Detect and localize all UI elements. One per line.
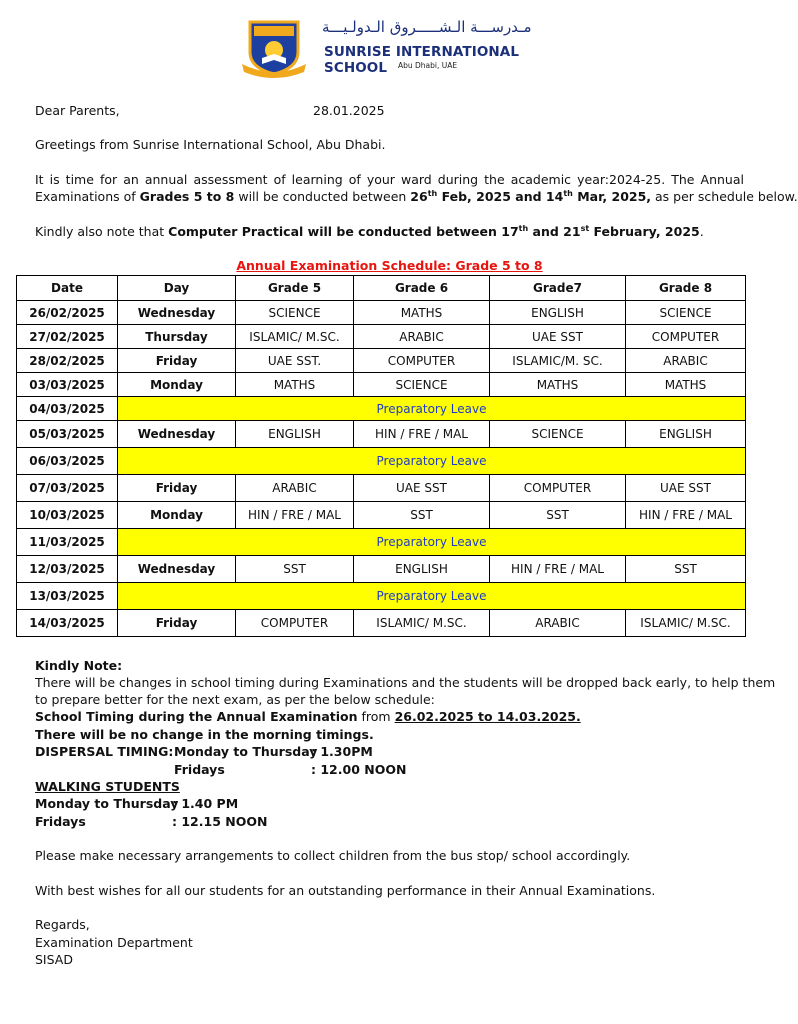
cell-date: 06/03/2025	[17, 448, 118, 475]
table-row	[17, 325, 746, 349]
dispersal-mon-thu-time: : 1.30PM	[311, 744, 373, 759]
school-city: Abu Dhabi, UAE	[398, 61, 458, 70]
cell-grade-7: HIN / FRE / MAL	[490, 556, 626, 583]
dispersal-fri: Fridays	[174, 762, 225, 777]
cell-grade-6: HIN / FRE / MAL	[354, 421, 490, 448]
intro-line-2	[35, 188, 798, 205]
table-row	[17, 397, 746, 421]
exam-schedule-table	[16, 275, 746, 637]
cell-date: 04/03/2025	[17, 397, 118, 421]
exam-timing-range: 26.02.2025 to 14.03.2025.	[394, 709, 581, 724]
cell-day: Friday	[118, 349, 236, 373]
intro-date2-rest: Mar, 2025,	[572, 189, 652, 204]
cell-preparatory-leave: Preparatory Leave	[118, 583, 746, 610]
regards: Regards,	[35, 917, 90, 932]
cell-grade-5: MATHS	[236, 373, 354, 397]
practical-prefix: Kindly also note that	[35, 224, 169, 239]
cell-preparatory-leave: Preparatory Leave	[118, 529, 746, 556]
cell-grade-6: ISLAMIC/ M.SC.	[354, 610, 490, 637]
practical-bold-1: Computer Practical will be conducted between 17	[168, 224, 519, 239]
cell-grade-6: MATHS	[354, 301, 490, 325]
header-grade-5: Grade 5	[236, 276, 354, 301]
cell-grade-5: UAE SST.	[236, 349, 354, 373]
table-row	[17, 529, 746, 556]
table-row	[17, 475, 746, 502]
cell-grade-5: ARABIC	[236, 475, 354, 502]
exam-timing-from: from	[357, 709, 395, 724]
letter-date: 28.01.2025	[313, 103, 385, 118]
cell-date: 03/03/2025	[17, 373, 118, 397]
exam-timing-line	[35, 708, 581, 725]
cell-grade-7: COMPUTER	[490, 475, 626, 502]
table-row	[17, 610, 746, 637]
cell-grade-5: HIN / FRE / MAL	[236, 502, 354, 529]
cell-date: 27/02/2025	[17, 325, 118, 349]
cell-grade-5: ISLAMIC/ M.SC.	[236, 325, 354, 349]
walking-mon-thu-time: : 1.40 PM	[172, 796, 239, 811]
cell-grade-6: UAE SST	[354, 475, 490, 502]
cell-day: Friday	[118, 475, 236, 502]
cell-day: Wednesday	[118, 301, 236, 325]
cell-grade-5: SST	[236, 556, 354, 583]
header-grade-7: Grade7	[490, 276, 626, 301]
cell-grade-8: MATHS	[626, 373, 746, 397]
header-grade-8: Grade 8	[626, 276, 746, 301]
arrangements-note: Please make necessary arrangements to collect children from the bus stop/ school accordingly.	[35, 848, 631, 863]
walking-title: WALKING STUDENTS	[35, 779, 180, 794]
cell-grade-7: ENGLISH	[490, 301, 626, 325]
cell-grade-6: ENGLISH	[354, 556, 490, 583]
intro-date1-rest: Feb, 2025 and 14	[437, 189, 564, 204]
cell-date: 11/03/2025	[17, 529, 118, 556]
intro-mid: will be conducted between	[234, 189, 411, 204]
cell-date: 26/02/2025	[17, 301, 118, 325]
school-crest-icon	[240, 18, 308, 78]
cell-grade-7: SST	[490, 502, 626, 529]
greeting: Greetings from Sunrise International School, Abu Dhabi.	[35, 137, 386, 152]
cell-day: Friday	[118, 610, 236, 637]
cell-grade-7: ARABIC	[490, 610, 626, 637]
salutation: Dear Parents,	[35, 103, 120, 118]
cell-grade-7: MATHS	[490, 373, 626, 397]
no-change-note: There will be no change in the morning timings.	[35, 727, 374, 742]
header-day: Day	[118, 276, 236, 301]
dispersal-label: DISPERSAL TIMING:	[35, 744, 174, 759]
cell-day: Thursday	[118, 325, 236, 349]
note-line-1: There will be changes in school timing during Examinations and the students will be dropped back early, to help them	[35, 675, 776, 690]
cell-date: 07/03/2025	[17, 475, 118, 502]
cell-grade-7: UAE SST	[490, 325, 626, 349]
cell-grade-8: ENGLISH	[626, 421, 746, 448]
practical-bold-3: February, 2025	[589, 224, 700, 239]
school-logo	[236, 16, 536, 80]
school-name-arabic: مـدرســـة الـشـــــروق الـدولـيـــة	[322, 18, 532, 36]
dispersal-mon-thu: Monday to Thursday	[174, 744, 318, 759]
cell-day: Monday	[118, 502, 236, 529]
intro-date1-sup: th	[427, 188, 438, 198]
intro-line-1: It is time for an annual assessment of learning of your ward during the academic year:2024-25. The Annual	[35, 172, 744, 187]
practical-sup-2: st	[580, 223, 590, 233]
cell-grade-5: COMPUTER	[236, 610, 354, 637]
walking-mon-thu: Monday to Thursday	[35, 796, 179, 811]
cell-grade-7: SCIENCE	[490, 421, 626, 448]
cell-preparatory-leave: Preparatory Leave	[118, 397, 746, 421]
cell-date: 14/03/2025	[17, 610, 118, 637]
cell-grade-5: SCIENCE	[236, 301, 354, 325]
cell-date: 13/03/2025	[17, 583, 118, 610]
cell-grade-6: COMPUTER	[354, 349, 490, 373]
cell-grade-8: ARABIC	[626, 349, 746, 373]
cell-date: 28/02/2025	[17, 349, 118, 373]
header-date: Date	[17, 276, 118, 301]
cell-day: Wednesday	[118, 421, 236, 448]
practical-note	[35, 223, 704, 240]
cell-grade-6: ARABIC	[354, 325, 490, 349]
intro-suffix: as per schedule below.	[651, 189, 798, 204]
table-row	[17, 349, 746, 373]
cell-grade-7: ISLAMIC/M. SC.	[490, 349, 626, 373]
table-row	[17, 502, 746, 529]
cell-preparatory-leave: Preparatory Leave	[118, 448, 746, 475]
cell-grade-6: SCIENCE	[354, 373, 490, 397]
table-row	[17, 556, 746, 583]
department: Examination Department	[35, 935, 193, 950]
walking-fri: Fridays	[35, 814, 86, 829]
department-abbr: SISAD	[35, 952, 73, 967]
intro-prefix: Examinations of	[35, 189, 140, 204]
table-header-row	[17, 276, 746, 301]
exam-timing-label: School Timing during the Annual Examination	[35, 709, 358, 724]
practical-sup-1: th	[518, 223, 529, 233]
practical-bold	[168, 224, 700, 239]
table-row	[17, 448, 746, 475]
cell-date: 12/03/2025	[17, 556, 118, 583]
cell-day: Wednesday	[118, 556, 236, 583]
school-name: SUNRISE INTERNATIONAL SCHOOL	[324, 44, 520, 76]
table-row	[17, 373, 746, 397]
cell-grade-8: SCIENCE	[626, 301, 746, 325]
cell-grade-8: COMPUTER	[626, 325, 746, 349]
schedule-caption: Annual Examination Schedule: Grade 5 to 8	[236, 258, 543, 273]
best-wishes: With best wishes for all our students for an outstanding performance in their Annual Examinations.	[35, 883, 656, 898]
practical-suffix: .	[699, 224, 704, 239]
intro-date2-sup: th	[563, 188, 573, 198]
table-row	[17, 301, 746, 325]
walking-fri-time: : 12.15 NOON	[172, 814, 268, 829]
cell-grade-8: ISLAMIC/ M.SC.	[626, 610, 746, 637]
dispersal-fri-time: : 12.00 NOON	[311, 762, 407, 777]
intro-date1-day: 26	[410, 189, 428, 204]
practical-bold-2: and 21	[528, 224, 581, 239]
header-grade-6: Grade 6	[354, 276, 490, 301]
cell-grade-8: HIN / FRE / MAL	[626, 502, 746, 529]
intro-grades: Grades 5 to 8	[139, 189, 235, 204]
cell-grade-8: UAE SST	[626, 475, 746, 502]
cell-grade-8: SST	[626, 556, 746, 583]
cell-day: Monday	[118, 373, 236, 397]
cell-date: 05/03/2025	[17, 421, 118, 448]
table-row	[17, 421, 746, 448]
note-line-2: to prepare better for the next exam, as per the below schedule:	[35, 692, 435, 707]
table-row	[17, 583, 746, 610]
note-title: Kindly Note:	[35, 658, 123, 673]
cell-grade-6: SST	[354, 502, 490, 529]
cell-date: 10/03/2025	[17, 502, 118, 529]
cell-grade-5: ENGLISH	[236, 421, 354, 448]
intro-dates	[410, 189, 651, 204]
